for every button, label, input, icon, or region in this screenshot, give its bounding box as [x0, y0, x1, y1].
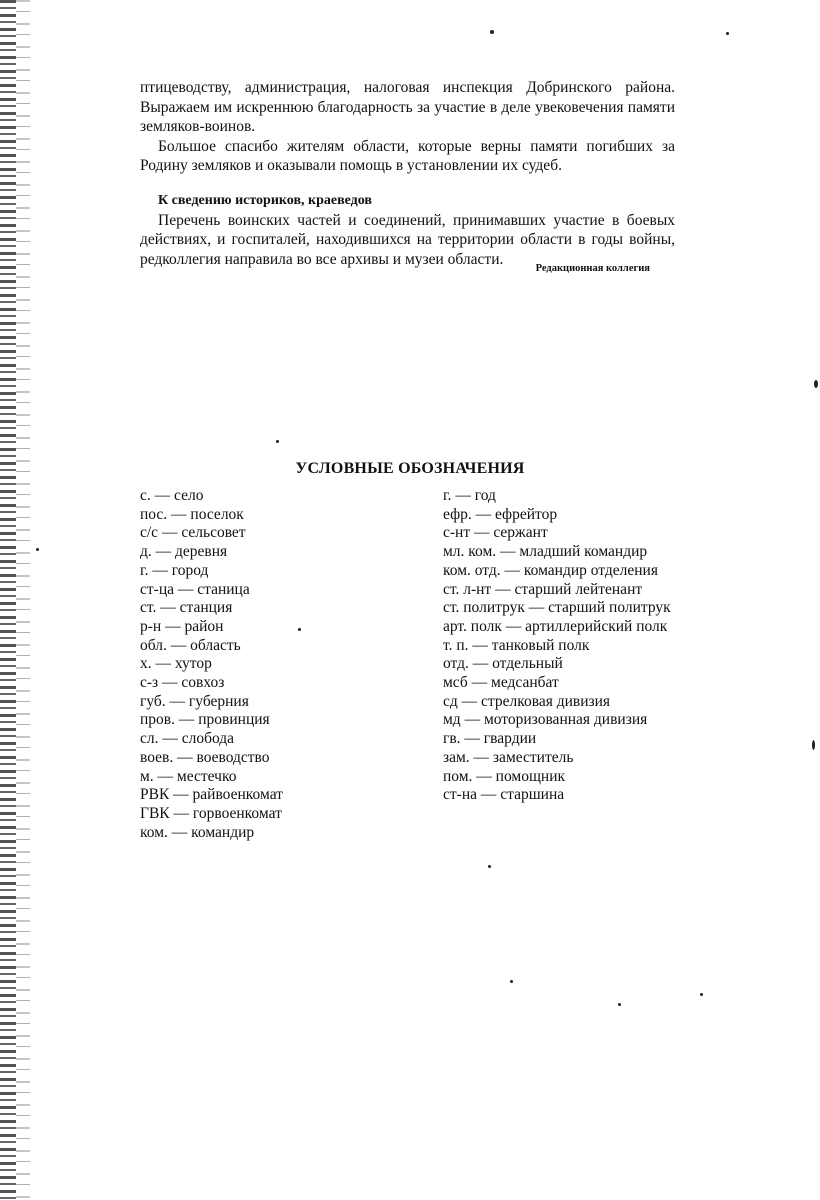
scan-speck	[510, 980, 513, 983]
legend-item: р-н — район	[140, 617, 224, 635]
legend-item: ст-ца — станица	[140, 580, 250, 598]
intro-paragraph-1: птицеводству, администрация, налоговая инспекция Добринского района. Выражаем им искреннюю благодарность за участие в деле увековечения памяти земляков-воинов.	[140, 79, 675, 135]
scan-speck	[490, 30, 494, 34]
legend-item: мд — моторизованная дивизия	[443, 711, 648, 729]
legend-item: воев. — воеводство	[140, 748, 270, 766]
intro-text	[140, 78, 675, 176]
legend-item: ком. отд. — командир отделения	[443, 561, 658, 579]
notice-heading: К сведению историков, краеведов	[158, 193, 372, 208]
scan-speck	[726, 32, 729, 35]
legend-item: мсб — медсанбат	[443, 674, 559, 692]
legend-item: гв. — гвардии	[443, 730, 537, 748]
legend-item: ст. — станция	[140, 599, 233, 617]
legend-item: сд — стрелковая дивизия	[443, 692, 611, 710]
scan-speck	[814, 380, 818, 388]
legend-item: ком. — командир	[140, 823, 255, 841]
scan-speck	[298, 628, 301, 631]
scan-speck	[618, 1003, 621, 1006]
scan-speck	[36, 548, 39, 551]
legend-item: ст. политрук — старший политрук	[443, 599, 671, 617]
legend-item: г. — год	[443, 487, 496, 504]
legend-item: т. п. — танковый полк	[443, 636, 590, 654]
legend-item: ст-на — старшина	[443, 786, 565, 804]
legend-item: обл. — область	[140, 636, 241, 654]
legend-item: с/с — сельсовет	[140, 524, 246, 542]
legend-item: сл. — слобода	[140, 730, 235, 748]
legend-item: д. — деревня	[140, 543, 228, 561]
legend-item: пров. — провинция	[140, 711, 270, 729]
legend-item: м. — местечко	[140, 767, 237, 785]
legend-item: губ. — губерния	[140, 692, 249, 710]
scan-speck	[812, 740, 815, 750]
legend-item: г. — город	[140, 561, 209, 579]
legend-item: РВК — райвоенкомат	[140, 786, 283, 804]
editorial-signature: Редакционная коллегия	[535, 263, 650, 274]
legend-item: отд. — отдельный	[443, 655, 563, 673]
legend-item: мл. ком. — младший командир	[443, 543, 648, 561]
legend-item: х. — хутор	[140, 655, 212, 673]
legend-item: ст. л-нт — старший лейтенант	[443, 580, 643, 598]
legend-item: зам. — заместитель	[443, 748, 574, 766]
notice-text: Перечень воинских частей и соединений, принимавших участие в боевых действиях, и госпиталей, находившихся на территории области в годы войны, редколлегия направила во все архивы и музеи области.	[140, 211, 675, 268]
legend-item: с-з — совхоз	[140, 674, 225, 692]
legend-item: пос. — поселок	[140, 505, 244, 523]
legend-item: с. — село	[140, 487, 204, 504]
scan-edge-noise-light	[16, 0, 30, 1200]
notice-section	[140, 191, 675, 269]
legend-item: ефр. — ефрейтор	[443, 505, 558, 523]
legend-column-right	[443, 487, 671, 805]
legend-item: пом. — помощник	[443, 767, 566, 785]
intro-paragraph-2: Большое спасибо жителям области, которые верны памяти погибших за Родину земляков и оказывали помощь в установлении их судеб.	[140, 137, 675, 174]
legend-item: арт. полк — артиллерийский полк	[443, 617, 668, 635]
legend-title: УСЛОВНЫЕ ОБОЗНАЧЕНИЯ	[295, 460, 525, 477]
legend-item: ГВК — горвоенкомат	[140, 804, 282, 822]
scan-edge-noise	[0, 0, 16, 1200]
scan-speck	[488, 865, 491, 868]
legend-item: с-нт — сержант	[443, 524, 548, 542]
scan-speck	[276, 440, 279, 443]
legend-column-left	[140, 487, 283, 842]
scan-speck	[700, 993, 703, 996]
